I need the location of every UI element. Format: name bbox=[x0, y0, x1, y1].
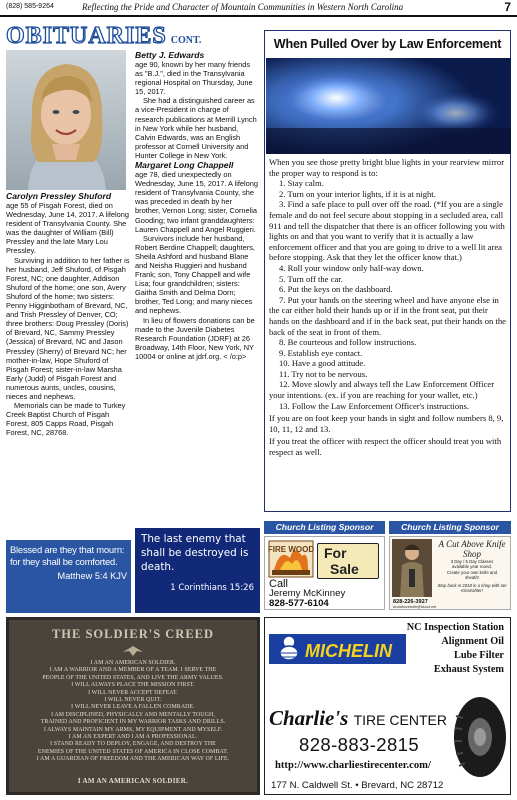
creed-lines bbox=[17, 660, 249, 764]
soldiers-creed bbox=[6, 617, 260, 795]
article-intro: When you see those pretty bright blue lights in your rearview mirror the proper way to respond is to: bbox=[269, 157, 505, 178]
page-header bbox=[0, 0, 517, 17]
service-line: Alignment Oil bbox=[441, 636, 504, 647]
article-footer: If you are on foot keep your hands in sight and follow numbers 8, 9, 10, 11, 12 and 13. bbox=[269, 413, 504, 434]
creed-line: TRAINED AND PROFICIENT IN MY WARRIOR TASKS AND DRILLS. bbox=[40, 719, 226, 726]
creed-footer: I AM AN AMERICAN SOLDIER. bbox=[77, 777, 189, 785]
knife-shop-details bbox=[434, 559, 510, 594]
article-step: 1. Stay calm. bbox=[279, 178, 324, 189]
sponsor-heading: Church Listing Sponsor bbox=[389, 521, 511, 534]
knife-shop-line: sheath! bbox=[464, 574, 480, 580]
article-step: 13. Follow the Law Enforcement Officer's instructions. bbox=[279, 400, 469, 411]
brand-suffix: TIRE CENTER bbox=[353, 712, 447, 728]
article-step: 10. Have a good attitude. bbox=[279, 358, 366, 369]
verse-reference: 1 Corinthians 15:26 bbox=[170, 583, 254, 593]
verse-box-matthew bbox=[6, 540, 131, 613]
verse-reference: Matthew 5:4 KJV bbox=[57, 571, 127, 581]
article-step: 2. Turn on your interior lights, if it is at night. bbox=[279, 188, 436, 199]
knife-shop-email: acutaboveknife@icloud.net bbox=[393, 605, 437, 609]
page-number: 7 bbox=[504, 0, 511, 14]
creed-line: I WILL NEVER ACCEPT DEFEAT. bbox=[88, 689, 178, 696]
obituaries-cont: CONT. bbox=[170, 35, 202, 46]
creed-line: I ALWAYS MAINTAIN MY ARMS, MY EQUIPMENT AND MYSELF. bbox=[43, 726, 223, 733]
michelin-text: MICHELIN bbox=[305, 641, 392, 661]
tire-center-address: 177 N. Caldwell St. • Brevard, NC 28712 bbox=[271, 780, 444, 791]
creed-line: I AM AN AMERICAN SOLDIER. bbox=[90, 660, 176, 666]
firewood-ad bbox=[264, 536, 385, 610]
article-step: 7. Put your hands on the steering wheel and have anyone else in the car either hold their hands up or if in the front seat, put their hands on the dashboard and if in the back seat, put their hands on the back of the seat in front of them. bbox=[269, 294, 506, 337]
contact-name: Jeremy McKinney bbox=[269, 588, 346, 599]
service-line: Exhaust System bbox=[433, 664, 504, 675]
knife-shop-note: Stop back in 2018 in a shop with Ian Kinstrahler! bbox=[437, 583, 507, 594]
firewood-logo-text: FIRE WOOD bbox=[268, 545, 314, 554]
verse-text: The last enemy that shall be destroyed is death. bbox=[141, 533, 249, 573]
creed-line: I STAND READY TO DEPLOY, ENGAGE, AND DESTROY THE bbox=[50, 741, 216, 748]
police-lights-image bbox=[266, 58, 511, 154]
article-step: 3. Find a safe place to pull over off the road. (*If you are a single female and do not feel secure about stopping in a secluded area, call 911 and tell the dispatcher that there is an officer following you with lights on and that you want to verify that it is actually a law enforcement officer and that you are going to drive to a well lit area before stopping. Ask that they let the officer know that.) bbox=[269, 199, 505, 263]
knife-shop-line: Create your own knife and bbox=[446, 569, 498, 575]
firewood-logo bbox=[268, 540, 314, 578]
creed-line: I AM A GUARDIAN OF FREEDOM AND THE AMERICAN WAY OF LIFE. bbox=[36, 756, 230, 763]
knife-maker-photo bbox=[392, 539, 432, 597]
verse-box-corinthians bbox=[135, 528, 260, 613]
obituaries-title: OBITUARIES bbox=[6, 23, 167, 49]
article-step: 4. Roll your window only half-way down. bbox=[279, 262, 424, 273]
creed-line: PEOPLE OF THE UNITED STATES, AND LIVE THE ARMY VALUES. bbox=[42, 674, 224, 681]
article-step: 9. Establish eye contact. bbox=[279, 347, 363, 358]
article-title: When Pulled Over by Law Enforcement bbox=[273, 37, 502, 51]
knife-shop-line: 3 Day / 5 Day Classes bbox=[450, 559, 494, 564]
header-tagline: Reflecting the Pride and Character of Mountain Communities in Western North Carolina bbox=[82, 2, 404, 12]
creed-line: I WILL ALWAYS PLACE THE MISSION FIRST. bbox=[71, 682, 195, 689]
obituary-column-2 bbox=[135, 50, 259, 361]
creed-line: I WILL NEVER QUIT. bbox=[104, 697, 162, 704]
knife-shop-line: available year round. bbox=[452, 564, 492, 570]
obituary-shuford bbox=[6, 191, 130, 437]
obituary-paragraph: She had a distinguished career as a vice-President in charge of research publications at Merrill Lynch in New York while her husband, Calvin Edwards, was an English professor at Cornell University and Hunter College in New York. bbox=[135, 96, 257, 160]
obituaries-heading bbox=[6, 22, 201, 48]
sponsor-heading: Church Listing Sponsor bbox=[264, 521, 385, 534]
tire-center-phone: 828-883-2815 bbox=[299, 734, 420, 755]
article-step: 12. Move slowly and always tell the Law Enforcement Officer your intentions. (ex. if you are reaching for your wallet, etc.) bbox=[269, 379, 495, 401]
knife-shop-phone: 828-226-3927 bbox=[393, 599, 428, 605]
verse-text: Blessed are they that mourn: for they shall be comforted. bbox=[10, 544, 125, 567]
creed-line: I AM A WARRIOR AND A MEMBER OF A TEAM. I SERVE THE bbox=[49, 667, 217, 674]
creed-line: I WILL NEVER LEAVE A FALLEN COMRADE. bbox=[71, 704, 195, 711]
sale-label: Sale bbox=[330, 561, 359, 577]
call-label: Call bbox=[269, 578, 288, 590]
article-step: 5. Turn off the car. bbox=[279, 273, 343, 284]
obituary-paragraph: Memorials can be made to Turkey Creek Baptist Church of Pisgah Forest, 805 Capps Road, Pisgah Forest, NC, 28768. bbox=[6, 401, 126, 438]
article-step: 11. Try not to be nervous. bbox=[279, 368, 368, 379]
header-phone: (828) 585-9264 bbox=[6, 3, 54, 10]
article-footer: If you treat the officer with respect the officer should treat you with respect as well. bbox=[269, 436, 502, 458]
for-sale-sign bbox=[317, 543, 379, 579]
obituary-paragraph: age 90, known by her many friends as "B.J.", died in the Transylvania regional Hospital on Thursday, June 15, 2017. bbox=[135, 60, 253, 97]
obituary-name: Margaret Long Chappell bbox=[135, 160, 234, 171]
obituary-paragraph: age 78, died unexpectedly on Wednesday, June 15, 2017. A lifelong resident of Transylvania County, she was preceded in death by her brother, Vernon Long; sister, Cornelia Gooding; two infant granddaughters: Lauren Chappell and Angel Ruggieri. bbox=[135, 170, 258, 234]
tire-center-url[interactable]: http://www.charliestirecenter.com/ bbox=[275, 760, 431, 771]
service-line: Lube Filter bbox=[453, 650, 504, 661]
tire-icon bbox=[453, 696, 508, 778]
law-enforcement-article bbox=[264, 30, 511, 512]
creed-line: I AM AN EXPERT AND I AM A PROFESSIONAL. bbox=[68, 734, 198, 741]
michelin-logo bbox=[269, 624, 406, 668]
article-step: 6. Put the keys on the dashboard. bbox=[279, 284, 393, 295]
obituary-paragraph: age 55 of Pisgah Forest, died on Wednesday, June 14, 2017. A lifelong resident of Transylvania County. She was the daughter of William (Bill) Pressley and the late Mary Lou Pressley. bbox=[6, 201, 129, 256]
knife-shop-ad bbox=[389, 536, 511, 610]
knife-shop-title: A Cut Above Knife Shop bbox=[438, 539, 506, 559]
creed-title: THE SOLDIER'S CREED bbox=[51, 627, 215, 641]
obituary-paragraph: In lieu of flowers donations can be made to the Juvenile Diabetes Research Foundation (JDRF) at 26 Broadway, 14th Floor, New York, NY 10004 or online at jdrf.org. < /o:p> bbox=[135, 315, 255, 361]
portrait-photo bbox=[6, 50, 126, 190]
obituary-paragraph: Survivors include her husband, Robert Berdine Chappell; daughters, Sheila Ashford and husband Blane and Neisha Ruggieri and husband Frank; son, Tony Chappell and wife Lisa; four grandchildren; sisters: Gaitha Smith and Delma Dorn; brother, Ted Long; and many nieces and nephews. bbox=[135, 233, 255, 316]
tire-center-brand bbox=[269, 706, 447, 731]
brand-name: Charlie's bbox=[269, 706, 349, 730]
obituary-paragraph: Surviving in addition to her father is her husband, Jeff Shuford, of Pisgah Forest, NC; one daughter, Addison Shuford of the home; one son, Avery Shuford of the home; two sisters: Penny Higginbotham of Brevard, NC, and Trish Pressley of Denver, CO; three brothers: Doug Pressley (Doris) of Brevard, NC, Sammy Pressley (Jessica) of Brevard, NC and Jason Pressley (Sherry) of Brevard NC; her mother-in-law, Hope Shuford of Pisgah Forest; sister-in-law Marsha Early (Judd) of Pisgah Forest and numerous aunts, uncles, cousins, nieces and nephews. bbox=[6, 255, 130, 401]
eagle-emblem-icon bbox=[121, 644, 145, 658]
obituary-name: Betty J. Edwards bbox=[135, 50, 205, 60]
article-body bbox=[269, 157, 508, 458]
creed-line: I AM DISCIPLINED, PHYSICALLY AND MENTALLY TOUGH, bbox=[51, 711, 215, 718]
service-line: NC Inspection Station bbox=[406, 622, 504, 633]
creed-line: ENEMIES OF THE UNITED STATES OF AMERICA IN CLOSE COMBAT. bbox=[37, 748, 229, 755]
obituary-name: Carolyn Pressley Shuford bbox=[6, 191, 112, 201]
tire-center-ad bbox=[264, 617, 511, 795]
contact-phone: 828-577-6104 bbox=[269, 598, 329, 609]
article-step: 8. Be courteous and follow instructions. bbox=[279, 337, 417, 348]
for-label: For bbox=[324, 545, 347, 561]
